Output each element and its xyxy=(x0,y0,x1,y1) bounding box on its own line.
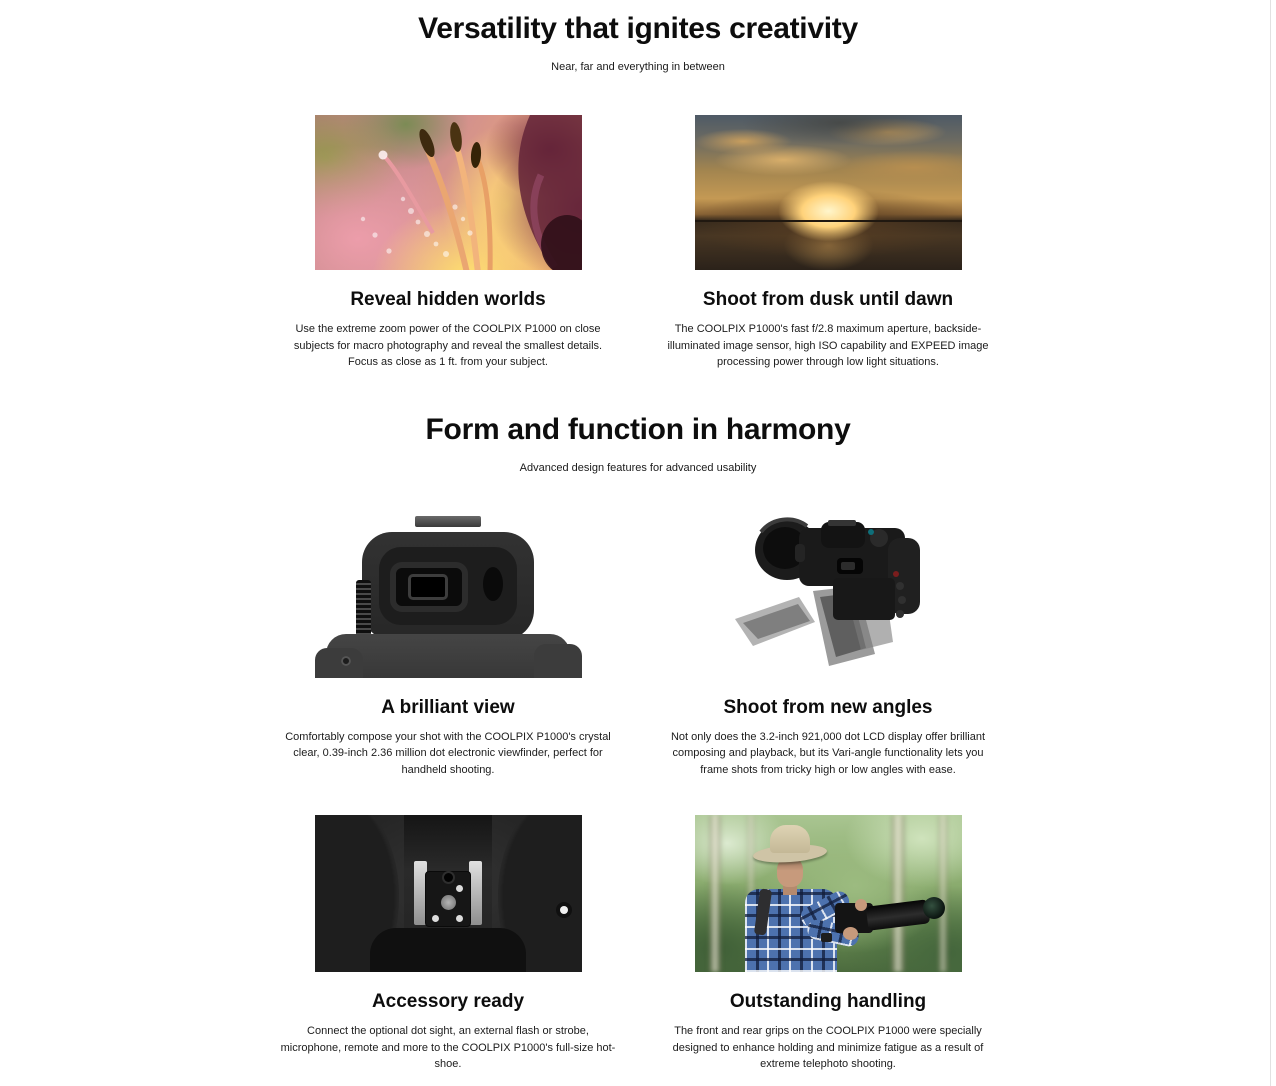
bucket-hat-crown xyxy=(770,825,810,853)
page-right-border xyxy=(1270,0,1271,1086)
photographer-hand xyxy=(843,927,858,940)
section-form-function xyxy=(0,413,1276,1073)
feature-card-reveal-hidden-worlds xyxy=(258,115,638,371)
camera-lens xyxy=(865,899,929,930)
flower-detail-art xyxy=(315,115,582,270)
photographer-forest-photo xyxy=(695,815,962,972)
feature-cards-grid xyxy=(0,492,1276,1073)
section-subtitle: Near, far and everything in between xyxy=(551,61,725,73)
locking-pin-hole xyxy=(444,873,453,882)
feature-card-brilliant-view xyxy=(258,492,638,779)
macro-flower-photo xyxy=(315,115,582,270)
side-pin-detail xyxy=(560,906,568,914)
vari-angle-camera-art xyxy=(695,492,962,678)
diopter-dial xyxy=(356,580,371,638)
horizon-line xyxy=(695,220,962,222)
card-body: Use the extreme zoom power of the COOLPIX P1000 on close subjects for macro photography and reveal the smallest details. Focus as close as 1 ft. from your subject. xyxy=(293,323,603,368)
vari-angle-screen-photo xyxy=(695,492,962,678)
contact-dot xyxy=(456,915,463,922)
feature-card-accessory-ready xyxy=(258,815,638,1073)
tree-trunk xyxy=(891,815,905,972)
contact-dot xyxy=(432,915,439,922)
section-subtitle: Advanced design features for advanced usability xyxy=(519,461,757,474)
card-title: A brilliant view xyxy=(381,696,515,718)
eyecup-mound xyxy=(370,928,526,972)
tree-trunk xyxy=(938,815,948,972)
wristwatch xyxy=(821,933,832,942)
tree-trunk xyxy=(709,815,721,972)
card-title: Shoot from new angles xyxy=(723,696,933,718)
feature-card-outstanding-handling xyxy=(638,815,1018,1073)
center-contact xyxy=(441,895,456,910)
camera-body-right xyxy=(534,644,582,678)
card-body: The COOLPIX P1000's fast f/2.8 maximum aperture, backside-illuminated image sensor, high ISO capability and EXPEED image processing power through low light situations. xyxy=(667,323,989,368)
viewfinder-glass xyxy=(408,574,448,600)
card-body: The front and rear grips on the COOLPIX P1000 were specially designed to enhance holding and minimize fatigue as a result of extreme telephoto shooting. xyxy=(672,1025,984,1070)
screw-detail xyxy=(341,656,351,666)
card-title: Accessory ready xyxy=(371,991,525,1012)
card-title: Reveal hidden worlds xyxy=(350,289,546,310)
contact-dot xyxy=(456,885,463,892)
lens-front-element xyxy=(923,897,945,919)
feature-card-dusk-until-dawn xyxy=(638,115,1018,371)
hot-shoe-top xyxy=(415,516,481,527)
card-title: Outstanding handling xyxy=(729,991,927,1012)
card-title: Shoot from dusk until dawn xyxy=(702,289,954,310)
photographer-hand xyxy=(855,899,867,911)
hot-shoe-photo xyxy=(315,815,582,972)
card-body: Connect the optional dot sight, an external flash or strobe, microphone, remote and more to the COOLPIX P1000's full-size hot-shoe. xyxy=(280,1025,616,1070)
card-body: Comfortably compose your shot with the COOLPIX P1000's crystal clear, 0.39-inch 2.36 million dot electronic viewfinder, perfect for handheld shooting. xyxy=(285,730,611,776)
section-title: Versatility that ignites creativity xyxy=(418,12,858,45)
bottom-spacer xyxy=(0,1073,1276,1086)
card-body: Not only does the 3.2-inch 921,000 dot LCD display offer brilliant composing and playback, but its Vari-angle functionality lets you frame shots from tricky high or low angles with ease. xyxy=(670,730,986,776)
section-versatility xyxy=(0,0,1276,371)
sunset-ocean-photo xyxy=(695,115,962,270)
section-title: Form and function in harmony xyxy=(425,412,851,446)
feature-cards-row xyxy=(0,115,1276,371)
camera-body-left xyxy=(315,648,363,678)
feature-card-new-angles xyxy=(638,492,1018,779)
eye-sensor xyxy=(483,567,503,601)
camera-viewfinder-photo xyxy=(315,492,582,678)
